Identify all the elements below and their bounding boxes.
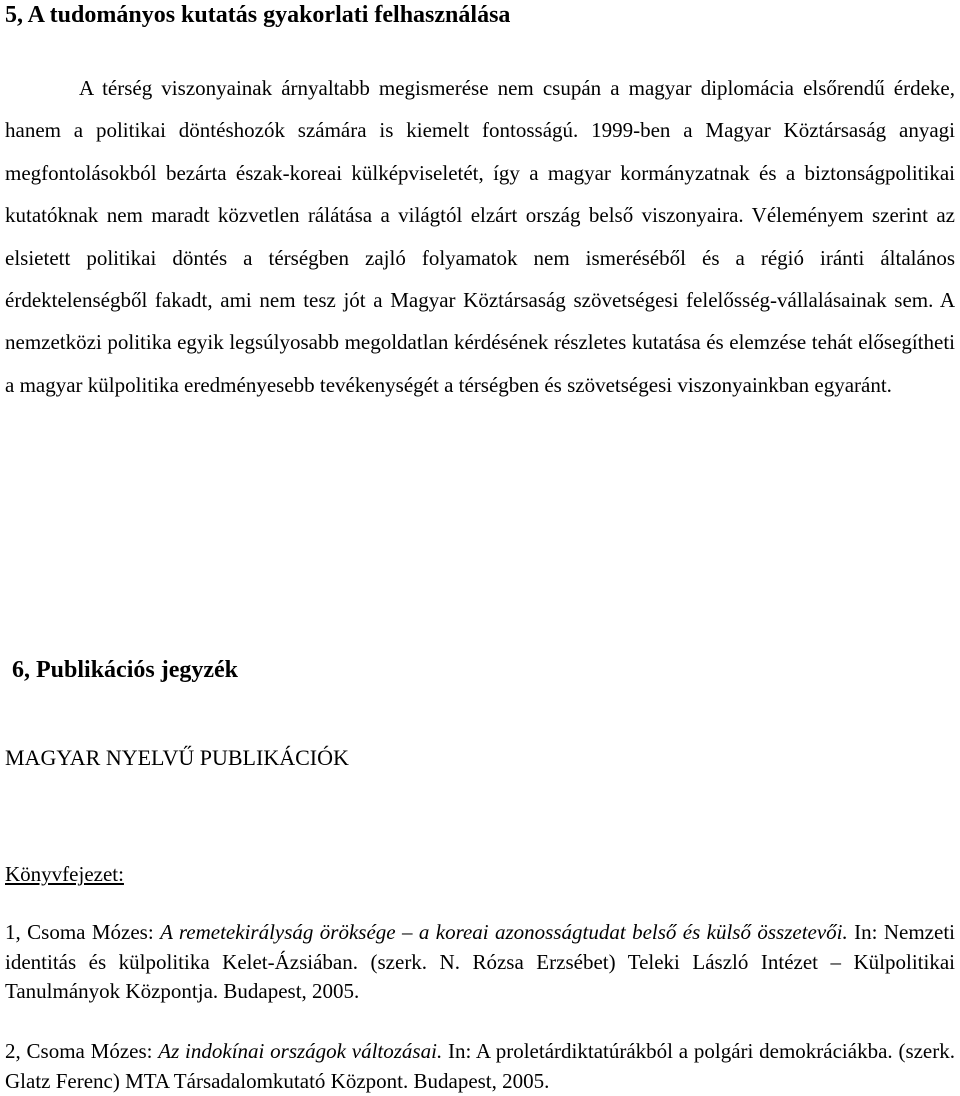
section-6-heading: 6, Publikációs jegyzék bbox=[12, 657, 238, 683]
section-5-paragraph: A térség viszonyainak árnyaltabb megismerése nem csupán a magyar diplomácia elsőrendű érdeke, hanem a politikai döntéshozók számára is kiemelt fontosságú. 1999-ben a Magyar Köztársaság anyagi megfontolásokból bezárta észak-koreai külképviseletét, így a magyar kormányzatnak és a biztonságpolitikai kutatóknak nem maradt közvetlen rálátása a világtól elzárt ország belső viszonyaira. Véleményem szerint az elsietett politikai döntés a térségben zajló folyamatok nem ismeréséből és a régió iránti általános érdektelenségből fakadt, ami nem tesz jót a Magyar Köztársaság szövetségesi felelősség-vállalásainak sem. A nemzetközi politika egyik legsúlyosabb megoldatlan kérdésének részletes kutatása és elemzése tehát elősegítheti a magyar külpolitika eredményesebb tevékenységét a térségben és szövetségesi viszonyainkban egyaránt. bbox=[5, 76, 955, 397]
reference-details: In: A proletárdiktatúrákból a polgári demokráciákba. (szerk. Glatz Ferenc) MTA Társadalomkutató Központ. Budapest, 2005. bbox=[5, 1039, 955, 1093]
reference-title: Az indokínai országok változásai. bbox=[158, 1039, 443, 1063]
reference-author: 2, Csoma Mózes: bbox=[5, 1039, 159, 1063]
section-5-heading: 5, A tudományos kutatás gyakorlati felhasználása bbox=[5, 2, 511, 28]
publication-language-heading: MAGYAR NYELVŰ PUBLIKÁCIÓK bbox=[5, 745, 349, 770]
publication-category-label: Könyvfejezet: bbox=[5, 862, 124, 886]
reference-item bbox=[5, 918, 955, 1007]
reference-item bbox=[5, 1037, 955, 1096]
reference-details: In: Nemzeti identitás és külpolitika Kelet-Ázsiában. (szerk. N. Rózsa Erzsébet) Teleki László Intézet – Külpolitikai Tanulmányok Központja. Budapest, 2005. bbox=[5, 920, 955, 1003]
reference-author: 1, Csoma Mózes: bbox=[5, 920, 161, 944]
reference-title: A remetekirályság öröksége – a koreai azonosságtudat belső és külső összetevői. bbox=[160, 920, 848, 944]
